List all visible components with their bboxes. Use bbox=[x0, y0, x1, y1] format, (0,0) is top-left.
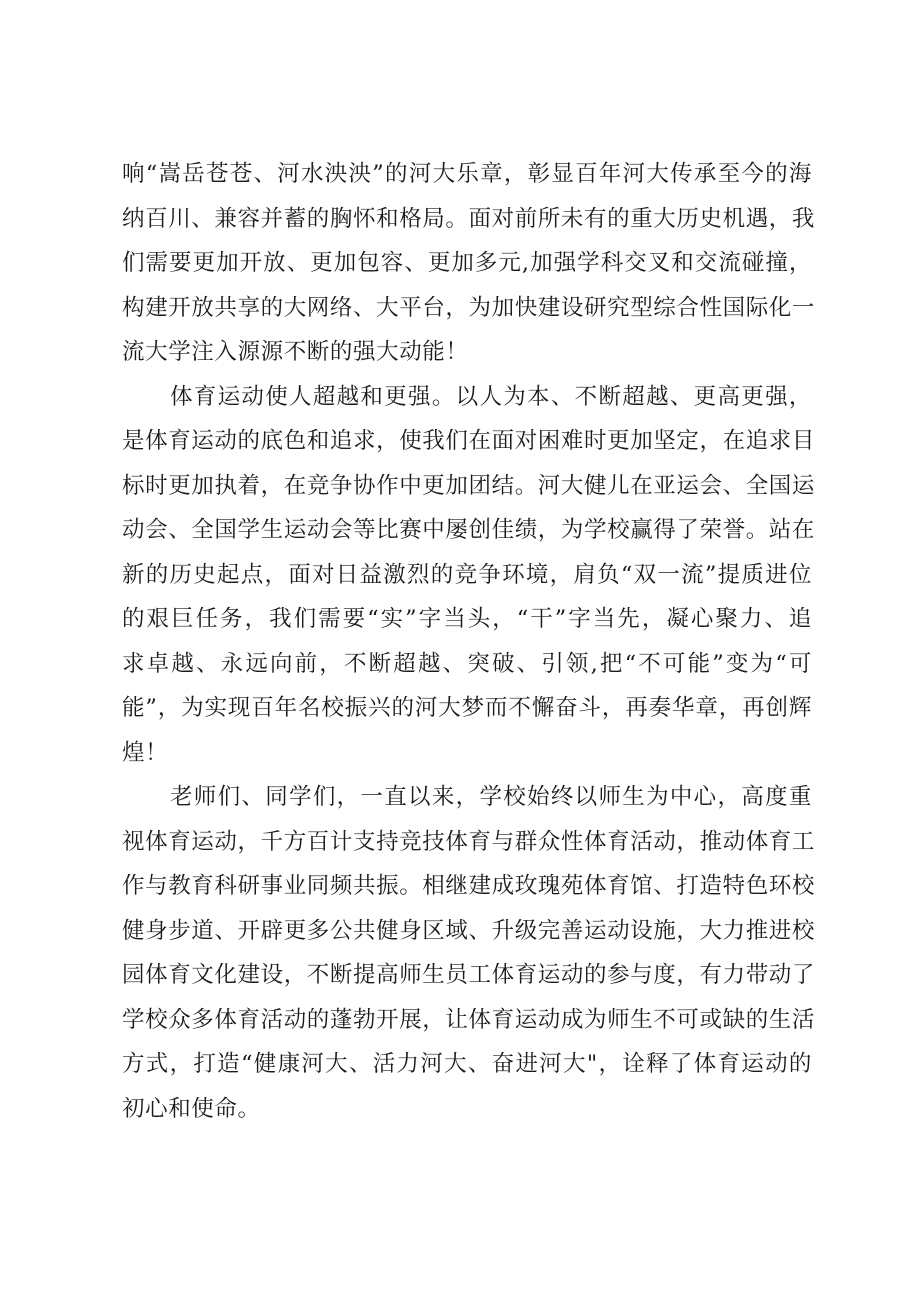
paragraph-2 bbox=[122, 375, 816, 776]
paragraph-line: 煌！ bbox=[122, 739, 169, 766]
paragraph-line: 流大学注入源源不断的强大动能！ bbox=[122, 339, 469, 365]
paragraph-line: 构建开放共享的大网络、大平台，为加快建设研究型综合性国际化一 bbox=[122, 294, 816, 321]
paragraph-line: 体育运动使人超越和更强。以人为本、不断超越、更高更强， bbox=[170, 383, 812, 410]
paragraph-1 bbox=[122, 152, 816, 375]
paragraph-line: 响“嵩岳苍苍、河水泱泱”的河大乐章，彰显百年河大传承至今的海 bbox=[122, 161, 812, 187]
paragraph-line: 作与教育科研事业同频共振。相继建成玫瑰苑体育馆、打造特色环校 bbox=[122, 873, 816, 899]
paragraph-line: 新的历史起点，面对日益激烈的竞争环境，肩负“双一流”提质进位 bbox=[122, 561, 812, 588]
paragraph-line: 能”，为实现百年名校振兴的河大梦而不懈奋斗，再奏华章，再创辉 bbox=[122, 695, 812, 721]
paragraph-line: 方式，打造“健康河大、活力河大、奋进河大"，诠释了体育运动的 bbox=[122, 1051, 812, 1077]
paragraph-line: 是体育运动的底色和追求，使我们在面对困难时更加坚定，在追求目 bbox=[122, 428, 816, 454]
paragraph-line: 视体育运动，千方百计支持竞技体育与群众性体育活动，推动体育工 bbox=[122, 828, 816, 855]
paragraph-line: 的艰巨任务，我们需要“实”字当头，“干”字当先，凝心聚力、追 bbox=[122, 606, 812, 632]
paragraph-3 bbox=[122, 775, 816, 1131]
paragraph-line: 求卓越、永远向前，不断超越、突破、引领,把“不可能”变为“可 bbox=[122, 650, 812, 677]
paragraph-line: 动会、全国学生运动会等比赛中屡创佳绩，为学校赢得了荣誉。站在 bbox=[122, 517, 816, 543]
paragraph-line: 园体育文化建设，不断提高师生员工体育运动的参与度，有力带动了 bbox=[122, 962, 816, 988]
paragraph-line: 们需要更加开放、更加包容、更加多元,加强学科交叉和交流碰撞， bbox=[122, 250, 812, 276]
paragraph-line: 纳百川、兼容并蓄的胸怀和格局。面对前所未有的重大历史机遇，我 bbox=[122, 205, 816, 232]
paragraph-line: 初心和使命。 bbox=[122, 1095, 261, 1122]
document-body bbox=[122, 152, 816, 1131]
paragraph-line: 老师们、同学们，一直以来，学校始终以师生为中心，高度重 bbox=[170, 784, 812, 810]
paragraph-line: 学校众多体育活动的蓬勃开展，让体育运动成为师生不可或缺的生活 bbox=[122, 1006, 816, 1033]
paragraph-line: 健身步道、开辟更多公共健身区域、升级完善运动设施，大力推进校 bbox=[122, 917, 816, 944]
paragraph-line: 标时更加执着，在竞争协作中更加团结。河大健儿在亚运会、全国运 bbox=[122, 472, 816, 499]
